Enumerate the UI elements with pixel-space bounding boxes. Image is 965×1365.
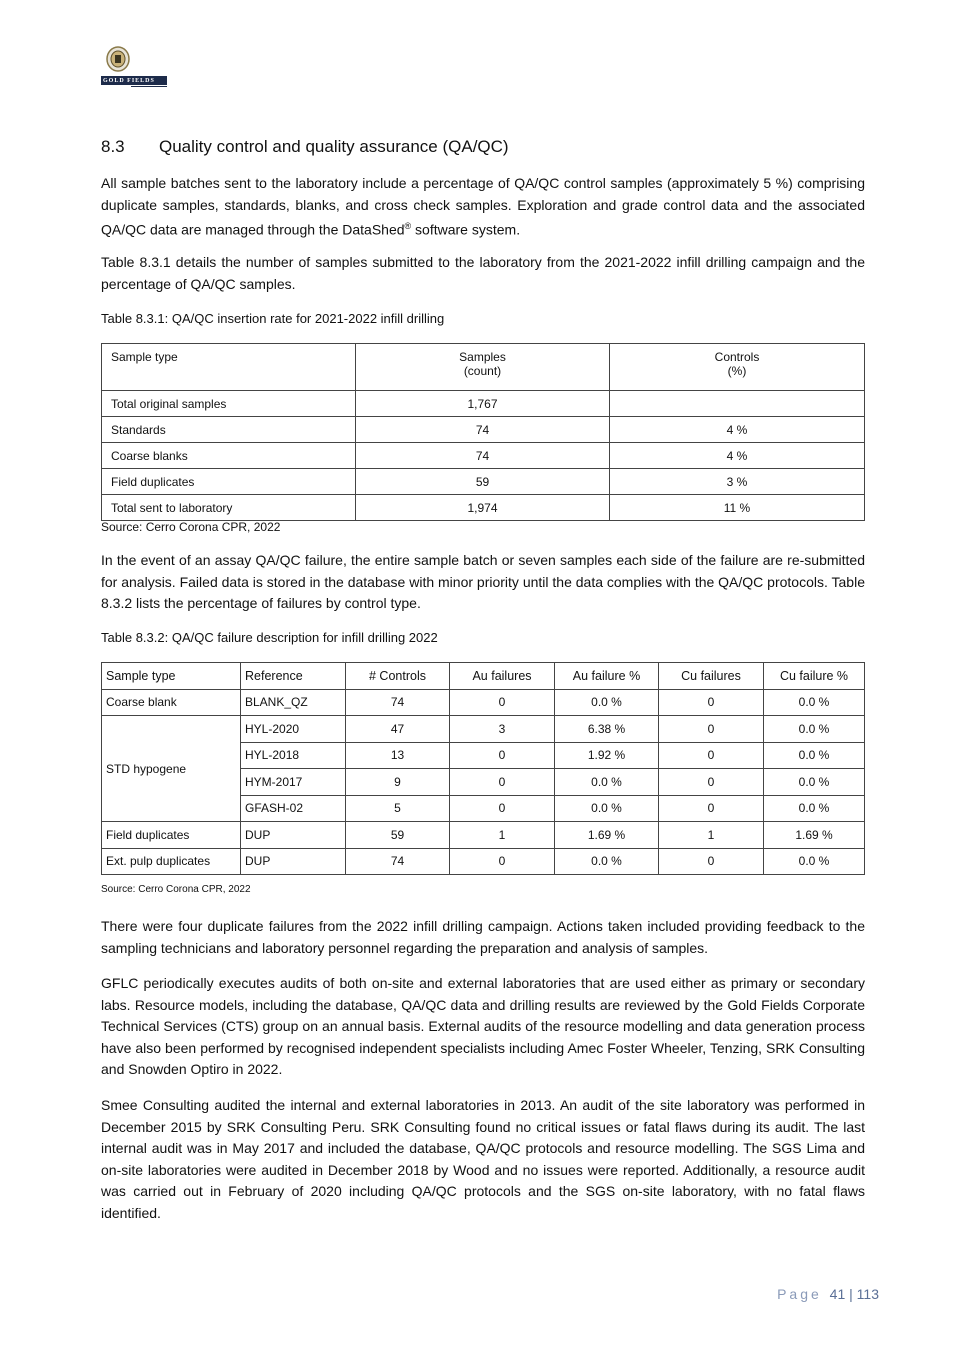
table-row: HYL-2018 13 0 1.92 % 0 0.0 % (102, 742, 865, 769)
section-title: Quality control and quality assurance (QA/QC) (159, 137, 509, 156)
table-row: Coarse blanks 74 4 % (102, 443, 865, 469)
table-row: Total sent to laboratory 1,974 11 % (102, 495, 865, 521)
paragraph-failure-handling: In the event of an assay QA/QC failure, the entire sample batch or seven samples each side of the failure are re-submitted for analysis. Failed data is stored in the database with minor priority until the data complies with the QA/QC protocols. Table 8.3.2 lists the percentage of failures by control type. (101, 552, 865, 611)
paragraph-table-intro: Table 8.3.1 details the number of samples submitted to the laboratory from the 2021-2022 infill drilling campaign and the percentage of QA/QC samples. (101, 254, 865, 292)
header-sample-type: Sample type (102, 344, 356, 391)
page-label: Page (777, 1286, 822, 1302)
paragraph-text: software system. (411, 221, 521, 238)
logo-band (101, 76, 167, 85)
paragraph-audits: GFLC periodically executes audits of both on-site and external laboratories that are used either as primary or secondary labs. Resource models, including the database, QA/QC data and drilling results are reviewed by the Gold Fields Corporate Technical Services (CTS) group on an annual basis. External audits of the resource modelling and data generation process have also been performed by recognised independent specialists including Amec Foster Wheeler, Tenzing, SRK Consulting and Snowden Optiro in 2022. (101, 975, 865, 1077)
registered-mark: ® (404, 221, 412, 231)
header-samples: Samples (count) (356, 344, 610, 391)
table1-caption: Table 8.3.1: QA/QC insertion rate for 2021-2022 infill drilling (101, 311, 445, 326)
section-heading (101, 137, 509, 157)
header-controls: Controls (%) (610, 344, 865, 391)
failure-description-table (101, 662, 865, 875)
paragraph-lab-audits: Smee Consulting audited the internal and external laboratories in 2013. An audit of the site laboratory was performed in December 2015 by SRK Consulting Peru. SRK Consulting found no critical issues or fatal flaws during its audit. The last internal audit was in May 2017 and included the database, QA/QC protocols and resource modelling. The SGS Lima and on-site laboratories were audited in December 2018 by Wood and no issues were reported. Additionally, a resource audit was carried out in February of 2020 including QA/QC protocols and the SGS on-site laboratory, with no fatal flaws identified. (101, 1097, 865, 1221)
page-separator: | (849, 1286, 853, 1302)
table2-source: Source: Cerro Corona CPR, 2022 (101, 884, 251, 895)
logo-text: GOLD FIELDS (103, 77, 155, 84)
table-row: STD hypogene HYL-2020 47 3 6.38 % 0 0.0 % (102, 716, 865, 743)
table2-caption: Table 8.3.2: QA/QC failure description for infill drilling 2022 (101, 630, 438, 645)
table-row: Standards 74 4 % (102, 417, 865, 443)
insertion-rate-table (101, 343, 865, 521)
page-total: 113 (856, 1286, 879, 1302)
std-hypogene-cell: STD hypogene (102, 716, 241, 822)
gold-fields-logo (101, 46, 167, 88)
table-row: Field duplicates 59 3 % (102, 469, 865, 495)
table-row: HYM-2017 9 0 0.0 % 0 0.0 % (102, 769, 865, 796)
page-number: 41 (829, 1286, 846, 1302)
table-header-row (102, 344, 865, 391)
logo-underline (131, 86, 167, 87)
table-row: GFASH-02 5 0 0.0 % 0 0.0 % (102, 795, 865, 822)
section-number: 8.3 (101, 137, 125, 156)
paragraph-qaqc-intro (101, 173, 865, 241)
table-row: Coarse blank BLANK_QZ 74 0 0.0 % 0 0.0 % (102, 689, 865, 716)
page-footer (777, 1286, 879, 1302)
table-header-row: Sample type Reference # Controls Au failures Au failure % Cu failures Cu failure % (102, 663, 865, 690)
table-row: Total original samples 1,767 (102, 391, 865, 417)
table-row: Ext. pulp duplicates DUP 74 0 0.0 % 0 0.0 % (102, 848, 865, 875)
table1-source: Source: Cerro Corona CPR, 2022 (101, 520, 281, 534)
paragraph-text: All sample batches sent to the laboratory include a percentage of QA/QC control samples (approximately 5 %) comprising duplicate samples, standards, blanks, and cross check samples. Exploration and grade control data and the associated QA/QC data are managed through the DataShed (101, 175, 865, 238)
crest-icon (105, 46, 131, 74)
paragraph-duplicate-failures: There were four duplicate failures from the 2022 infill drilling campaign. Actions taken included providing feedback to the sampling technicians and laboratory personnel regarding the preparation and analysis of samples. (101, 918, 865, 956)
table-row: Field duplicates DUP 59 1 1.69 % 1 1.69 % (102, 822, 865, 849)
